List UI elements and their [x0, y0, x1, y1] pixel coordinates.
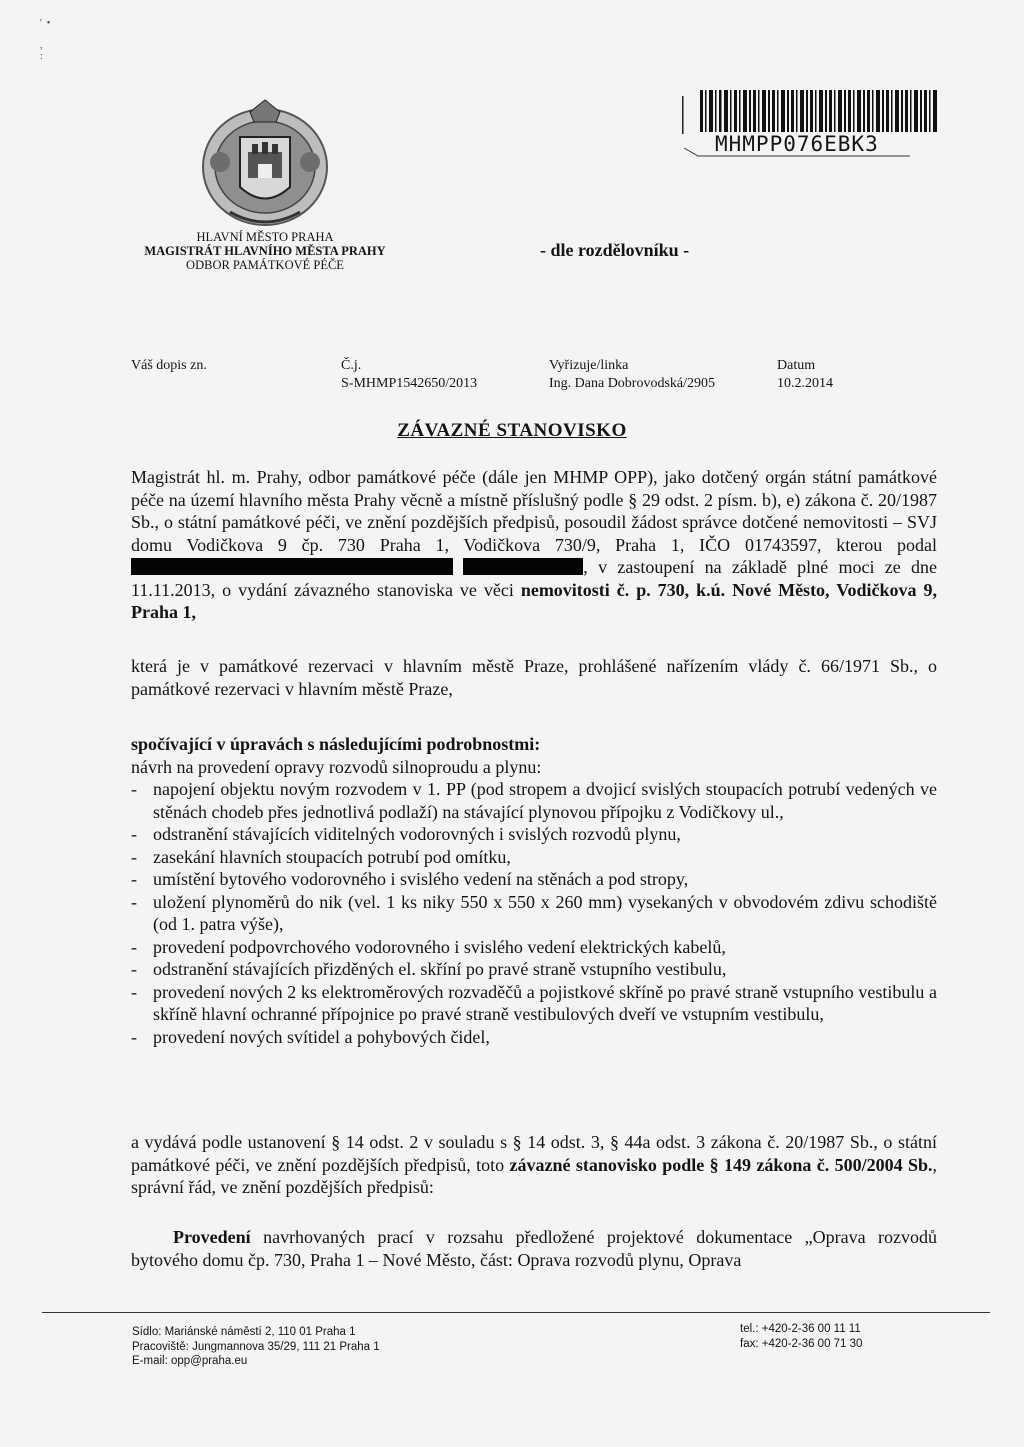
list-item: - provedení nových svítidel a pohybových čidel,: [131, 1026, 490, 1047]
issue-paragraph: [131, 1131, 937, 1199]
org-magistrate: MAGISTRÁT HLAVNÍHO MĚSTA PRAHY: [144, 244, 386, 258]
footer-contact: [740, 1322, 862, 1351]
date-value: 10.2.2014: [777, 376, 833, 391]
recipient-line: - dle rozdělovníku -: [540, 240, 690, 260]
list-item: - zasekání hlavních stoupacích potrubí pod omítku,: [131, 846, 511, 867]
list-item: - umístění bytového vodorovného i svislého vedení na stěnách a pod stropy,: [131, 869, 689, 889]
document-title: ZÁVAZNÉ STANOVISKO: [397, 420, 627, 441]
org-department: ODBOR PAMÁTKOVÉ PÉČE: [186, 258, 344, 272]
list-item: - uložení plynoměrů do nik (vel. 1 ks niky 550 x 550 x 260 mm) vysekaných v obvodovém zdivu schodiště (od 1. patra výše),: [131, 891, 937, 934]
your-letter-ref-label: Váš dopis zn.: [131, 358, 207, 373]
issue-text-1: a vydává podle ustanovení § 14 odst. 2 v souladu s § 14 odst. 3, § 44a odst. 3 zákona č. 20/1987 Sb., o státní památkové péči, ve znění pozdějších předpisů, toto: [131, 1132, 937, 1175]
list-item: - odstranění stávajících přizděných el. skříní po pravé straně vstupního vestibulu,: [131, 959, 727, 979]
redacted-name: [131, 558, 453, 575]
details-heading: spočívající v úpravách s následujícími podrobnostmi:: [131, 734, 541, 754]
issue-text-2: , správní řád, ve znění pozdějších předpisů:: [131, 1154, 937, 1197]
barcode-number: MHMPP076EBK3: [715, 132, 879, 156]
organization-block: [100, 230, 430, 272]
footer-email: E-mail: opp@praha.eu: [132, 1355, 248, 1367]
handler-label: Vyřizuje/linka: [549, 358, 629, 373]
footer-divider: [42, 1312, 990, 1313]
date-label: Datum: [777, 358, 816, 373]
reservation-paragraph: která je v památkové rezervaci v hlavním městě Praze, prohlášené nařízením vlády č. 66/1971 Sb., o památkové rezervaci v hlavním městě Praze,: [131, 656, 937, 699]
list-item: - napojení objektu novým rozvodem v 1. PP (pod stropem a dvojicí svislých stoupacích potrubí vedených ve stěnách chodeb přes jednotlivá podlaží) na stávající plynovou přípojku z Vodičkovy ul.,: [131, 779, 937, 822]
provision-keyword: Provedení: [173, 1227, 251, 1247]
footer-workplace: Pracoviště: Jungmannova 35/29, 111 21 Praha 1: [132, 1340, 380, 1353]
reference-number: S-MHMP1542650/2013: [341, 376, 478, 391]
footer-seat: Sídlo: Mariánské náměstí 2, 110 01 Praha 1: [132, 1326, 356, 1338]
provision-text: navrhovaných prací v rozsahu předložené projektové dokumentace „Oprava rozvodů bytového domu čp. 730, Praha 1 – Nové Město, část: Oprava rozvodů plynu, Oprava: [131, 1227, 938, 1270]
list-item: - provedení podpovrchového vodorovného i svislého vedení elektrických kabelů,: [131, 936, 726, 957]
scan-specks: ' • , :: [40, 18, 51, 62]
handler-value: Ing. Dana Dobrovodská/2905: [549, 376, 716, 391]
footer-fax: fax: +420-2-36 00 71 30: [740, 1337, 863, 1350]
footer-address: [132, 1325, 380, 1369]
intro-text-2: , v zastoupení na základě plné moci ze dne 11.11.2013, o vydání závazného stanoviska ve věci: [131, 557, 938, 600]
works-list: [131, 778, 937, 1048]
footer-tel: tel.: +420-2-36 00 11 11: [740, 1323, 861, 1335]
redacted-name-continued: [463, 558, 583, 575]
property-designation: nemovitosti č. p. 730, k.ú. Nové Město, Vodičkova 9, Praha 1,: [131, 579, 938, 622]
intro-paragraph: [131, 466, 937, 624]
coat-of-arms-emblem: [190, 92, 340, 232]
binding-opinion-statement: závazné stanovisko podle § 149 zákona č. 500/2004 Sb.: [509, 1154, 933, 1175]
list-item: - provedení nových 2 ks elektroměrových rozvaděčů a pojistkové skříně po pravé straně vstupního vestibulu a skříně hlavní ochranné přípojnice po pravé straně vestibulových dveří ve vstupním vestibulu,: [131, 981, 937, 1024]
details-section: [131, 733, 937, 1048]
reference-number-label: Č.j.: [341, 358, 362, 373]
provision-paragraph: [131, 1226, 937, 1271]
intro-text-1: Magistrát hl. m. Prahy, odbor památkové péče (dále jen MHMP OPP), jako dotčený orgán státní památkové péče na území hlavního města Prahy věcně a místně příslušný podle § 29 odst. 2 písm. b), e) zákona č. 20/1987 Sb., o státní památkové péči, ve znění pozdějších předpisů, posoudil žádost správce dotčené nemovitosti – SVJ domu Vodičkova 9 čp. 730 Praha 1, Vodičkova 730/9, Praha 1, IČO 01743597, kterou podal: [131, 467, 937, 555]
list-item: - odstranění stávajících viditelných vodorovných i svislých rozvodů plynu,: [131, 824, 681, 844]
details-subheading: návrh na provedení opravy rozvodů silnoproudu a plynu:: [131, 756, 542, 777]
org-city: HLAVNÍ MĚSTO PRAHA: [196, 230, 334, 244]
